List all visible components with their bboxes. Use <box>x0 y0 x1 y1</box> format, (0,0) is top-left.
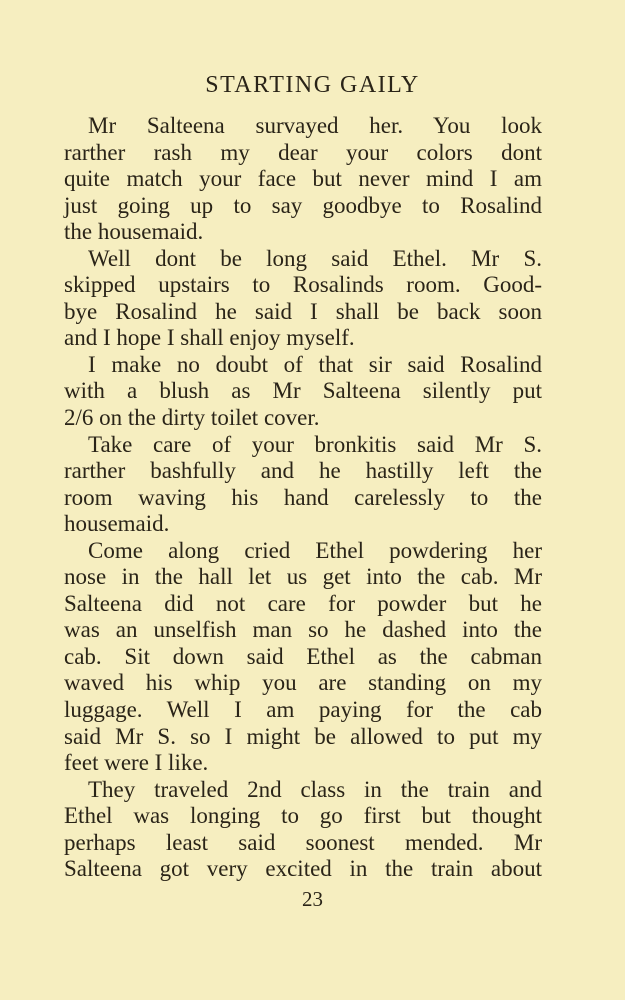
paragraph <box>64 538 542 777</box>
text-line: luggage. Well I am paying for the cab <box>64 697 542 723</box>
text-line: Mr Salteena survayed her. You look <box>88 113 542 138</box>
text-line: rarther bashfully and he hastilly left the <box>64 458 542 484</box>
text-line: Ethel was longing to go first but thought <box>64 803 542 829</box>
text-line: perhaps least said soonest mended. Mr <box>64 829 542 855</box>
text-line: bye Rosalind he said I shall be back soon <box>64 298 542 324</box>
text-line: skipped upstairs to Rosalinds room. Good- <box>64 272 542 298</box>
page-number: 23 <box>302 887 323 911</box>
text-line: nose in the hall let us get into the cab. Mr <box>64 564 542 590</box>
text-line: Salteena got very excited in the train about <box>64 856 542 882</box>
paragraph <box>64 246 542 352</box>
text-line: the housemaid. <box>64 219 204 245</box>
running-head: STARTING GAILY <box>205 72 420 98</box>
text-line: Salteena did not care for powder but he <box>64 590 542 616</box>
text-line: and I hope I shall enjoy myself. <box>64 325 355 351</box>
text-line: just going up to say goodbye to Rosalind <box>64 192 542 218</box>
paragraph <box>64 777 542 883</box>
text-line: Come along cried Ethel powdering her <box>88 537 542 563</box>
paragraph <box>64 432 542 538</box>
body-text <box>64 113 542 883</box>
paragraph <box>64 352 542 432</box>
text-line: room waving his hand carelessly to the <box>64 484 542 510</box>
text-line: They traveled 2nd class in the train and <box>88 776 542 802</box>
text-line: Well dont be long said Ethel. Mr S. <box>88 245 542 271</box>
text-line: feet were I like. <box>64 750 209 776</box>
text-line: was an unselfish man so he dashed into the <box>64 617 542 643</box>
text-line: rarther rash my dear your colors dont <box>64 139 542 165</box>
text-line: said Mr S. so I might be allowed to put my <box>64 723 542 749</box>
text-line: cab. Sit down said Ethel as the cabman <box>64 643 542 669</box>
text-line: Take care of your bronkitis said Mr S. <box>88 431 542 457</box>
text-line: quite match your face but never mind I am <box>64 166 542 192</box>
text-line: with a blush as Mr Salteena silently put <box>64 378 542 404</box>
text-line: waved his whip you are standing on my <box>64 670 542 696</box>
text-line: I make no doubt of that sir said Rosalind <box>88 351 542 377</box>
paragraph <box>64 113 542 246</box>
text-line: 2/6 on the dirty toilet cover. <box>64 405 320 431</box>
text-line: housemaid. <box>64 511 170 537</box>
